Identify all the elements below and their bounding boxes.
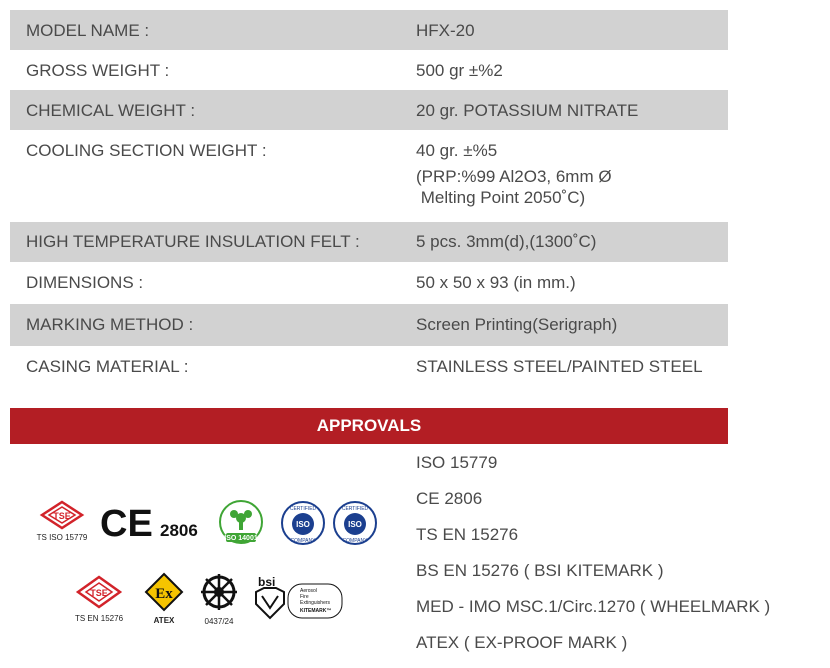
iso-mark: ISO (296, 520, 310, 529)
spec-value-line: (PRP:%99 Al2O3, 6mm Ø (416, 167, 612, 186)
spec-row-chemical-weight (10, 90, 728, 130)
tse-logo-iso (28, 500, 96, 544)
approval-item: ISO 15779 (416, 453, 498, 472)
tse-caption: TS EN 15276 (74, 614, 124, 623)
bsi-kitemark-logo (252, 574, 344, 622)
iso-certified-logo-b (332, 500, 378, 546)
spec-label: CHEMICAL WEIGHT : (26, 101, 196, 120)
spec-value: 50 x 50 x 93 (in mm.) (416, 273, 576, 292)
spec-value: 40 gr. ±%5 (416, 141, 498, 160)
kitemark-icon (256, 588, 284, 618)
spec-label: DIMENSIONS : (26, 273, 144, 292)
spec-row-casing-material (10, 346, 728, 388)
bsi-line: Aerosol (300, 588, 317, 594)
approvals-title: APPROVALS (316, 416, 422, 435)
approval-item: MED - IMO MSC.1/Circ.1270 ( WHEELMARK ) (416, 597, 771, 616)
approval-item: CE 2806 (416, 489, 483, 508)
spec-value-line: Melting Point 2050˚C) (416, 188, 586, 207)
spec-value: HFX-20 (416, 21, 475, 40)
ce-number: 2806 (160, 521, 198, 540)
spec-row-cooling-detail (10, 160, 728, 222)
spec-value (406, 166, 728, 208)
iso-certified-logo-a (280, 500, 326, 546)
leaf-icon (230, 510, 238, 518)
spec-label: COOLING SECTION WEIGHT : (26, 141, 267, 160)
spec-row-dimensions (10, 262, 728, 304)
spec-label: MARKING METHOD : (26, 315, 194, 334)
atex-mark: Ex (155, 586, 173, 602)
spec-value: 5 pcs. 3mm(d),(1300˚C) (416, 232, 597, 251)
approvals-header (10, 408, 728, 444)
iso-mark: ISO (348, 520, 362, 529)
bsi-line: Fire (300, 594, 309, 600)
spec-label: HIGH TEMPERATURE INSULATION FELT : (26, 232, 360, 251)
iso14001-caption: ISO 14001 (224, 535, 258, 542)
bsi-line: Extinguishers (300, 600, 331, 606)
spec-value: 20 gr. POTASSIUM NITRATE (416, 101, 639, 120)
tse-mark: TSE (53, 511, 71, 521)
approval-item: BS EN 15276 ( BSI KITEMARK ) (416, 561, 664, 580)
tse-logo-en (64, 575, 134, 625)
ce-logo (100, 502, 204, 546)
approval-item: ATEX ( EX-PROOF MARK ) (416, 633, 628, 652)
spec-value: 500 gr ±%2 (416, 61, 503, 80)
wheelmark-logo (196, 572, 242, 628)
iso-bottom-text: COMPANY (342, 538, 368, 544)
spec-label: MODEL NAME : (26, 21, 150, 40)
approval-item: TS EN 15276 (416, 525, 519, 544)
iso-top-text: CERTIFIED (289, 506, 317, 512)
tse-mark: TSE (90, 588, 108, 598)
spec-row-insulation-felt (10, 222, 728, 262)
bsi-line: KITEMARK™ (300, 608, 332, 614)
spec-row-marking-method (10, 304, 728, 346)
iso-bottom-text: COMPANY (290, 538, 316, 544)
spec-row-cooling-weight (10, 130, 728, 160)
bsi-brand: bsi (258, 575, 276, 589)
iso-14001-logo (214, 500, 268, 548)
spec-label: GROSS WEIGHT : (26, 61, 170, 80)
spec-value: Screen Printing(Serigraph) (416, 315, 618, 334)
stem-icon (239, 522, 243, 530)
tse-caption: TS ISO 15779 (36, 533, 88, 542)
kitemark-v (262, 596, 278, 608)
atex-logo (142, 572, 186, 626)
ce-mark: CE (100, 503, 153, 545)
spec-row-gross-weight (10, 50, 728, 90)
leaf-icon (244, 510, 252, 518)
iso-top-text: CERTIFIED (341, 506, 369, 512)
atex-caption: ATEX (153, 616, 175, 625)
spec-table (10, 10, 728, 388)
spec-label: CASING MATERIAL : (26, 357, 189, 376)
approvals-list (416, 452, 770, 668)
wheelmark-caption: 0437/24 (204, 617, 234, 626)
spec-value: STAINLESS STEEL/PAINTED STEEL (416, 357, 703, 376)
spec-row-model-name (10, 10, 728, 50)
